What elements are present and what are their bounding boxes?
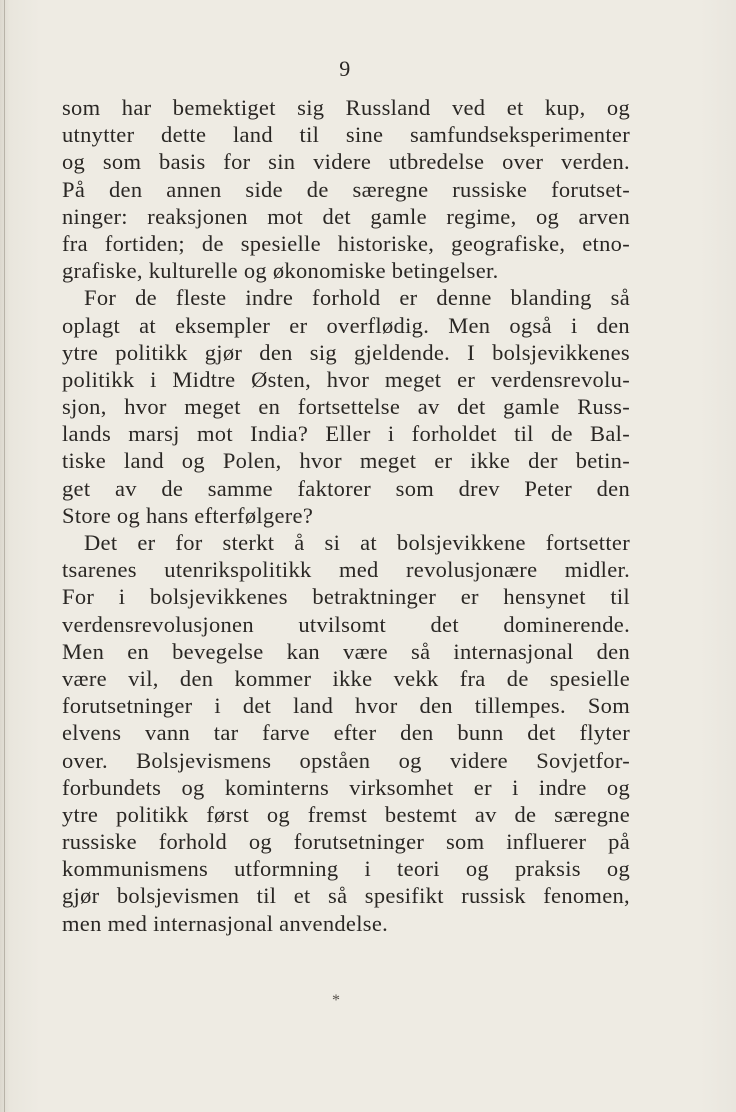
text-line: kommunismens utformning i teori og praksis og bbox=[62, 856, 630, 882]
text-line: gjør bolsjevismen til et så spesifikt russisk fenomen, bbox=[62, 883, 630, 909]
text-line: sjon, hvor meget en fortsettelse av det gamle Russ- bbox=[62, 394, 630, 420]
text-line: som har bemektiget sig Russland ved et kup, og bbox=[62, 95, 630, 120]
text-line: Det er for sterkt å si at bolsjevikkene fortsetter bbox=[84, 530, 630, 555]
text-line: ninger: reaksjonen mot det gamle regime, og arven bbox=[62, 203, 630, 229]
text-line: fra fortiden; de spesielle historiske, geografiske, etno- bbox=[62, 230, 630, 256]
text-line: ytre politikk gjør den sig gjeldende. I bolsjevikkenes bbox=[62, 339, 630, 365]
text-line: være vil, den kommer ikke vekk fra de spesielle bbox=[62, 665, 630, 691]
page-gutter-edge bbox=[4, 0, 5, 1112]
text-line: over. Bolsjevismens opståen og videre Sovjetfor- bbox=[62, 747, 630, 773]
text-line: forutsetninger i det land hvor den tillempes. Som bbox=[62, 693, 630, 719]
text-line: grafiske, kulturelle og økonomiske betingelser. bbox=[62, 258, 499, 284]
section-ornament: * bbox=[332, 992, 340, 1009]
text-line: For i bolsjevikkenes betraktninger er hensynet til bbox=[62, 584, 630, 610]
page-number: 9 bbox=[339, 56, 351, 81]
text-line: utnytter dette land til sine samfundseksperimenter bbox=[62, 122, 630, 148]
text-line: oplagt at eksempler er overflødig. Men også i den bbox=[62, 312, 630, 338]
text-line: På den annen side de særegne russiske forutset- bbox=[62, 176, 630, 202]
text-line: elvens vann tar farve efter den bunn det flyter bbox=[62, 720, 630, 746]
text-line: ytre politikk først og fremst bestemt av de særegne bbox=[62, 801, 630, 827]
text-line: Men en bevegelse kan være så internasjonal den bbox=[62, 638, 630, 664]
text-line: og som basis for sin videre utbredelse over verden. bbox=[62, 149, 630, 175]
text-line: russiske forhold og forutsetninger som influerer på bbox=[62, 829, 630, 855]
text-line: Store og hans efterfølgere? bbox=[62, 502, 314, 528]
text-line: politikk i Midtre Østen, hvor meget er verdensrevolu- bbox=[62, 366, 630, 392]
text-line: men med internasjonal anvendelse. bbox=[62, 910, 389, 936]
text-line: get av de samme faktorer som drev Peter den bbox=[62, 475, 630, 501]
text-line: lands marsj mot India? Eller i forholdet til de Bal- bbox=[62, 421, 630, 447]
body-text bbox=[62, 94, 630, 937]
text-line: verdensrevolusjonen utvilsomt det dominerende. bbox=[62, 611, 630, 637]
text-line: tsarenes utenrikspolitikk med revolusjonære midler. bbox=[62, 557, 630, 583]
text-line: For de fleste indre forhold er denne blanding så bbox=[84, 285, 630, 311]
text-line: forbundets og kominterns virksomhet er i indre og bbox=[62, 774, 630, 800]
text-line: tiske land og Polen, hvor meget er ikke der betin- bbox=[62, 448, 630, 474]
